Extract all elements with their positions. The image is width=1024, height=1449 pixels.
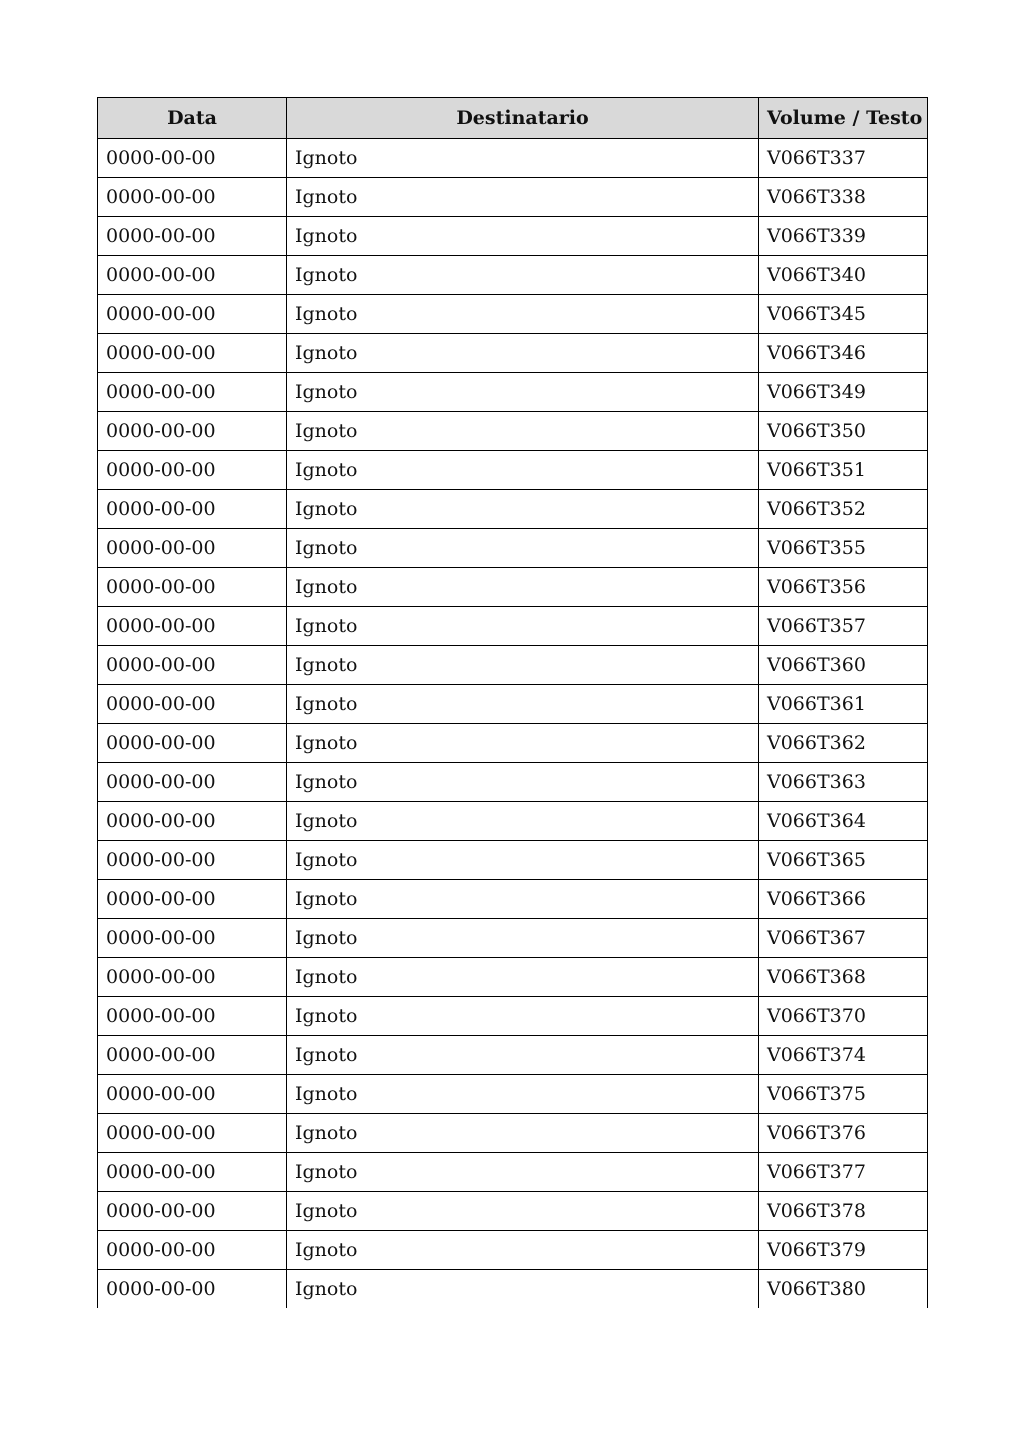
table-row: [98, 256, 928, 295]
cell-volume-testo: V066T370: [759, 997, 928, 1036]
cell-data: 0000-00-00: [98, 1270, 287, 1309]
letters-table: [97, 97, 928, 1308]
cell-destinatario: Ignoto: [287, 1153, 759, 1192]
header-destinatario: Destinatario: [287, 98, 759, 139]
cell-volume-testo: V066T356: [759, 568, 928, 607]
cell-destinatario: Ignoto: [287, 1075, 759, 1114]
cell-data: 0000-00-00: [98, 451, 287, 490]
cell-destinatario: Ignoto: [287, 490, 759, 529]
table-row: [98, 1153, 928, 1192]
cell-data: 0000-00-00: [98, 607, 287, 646]
cell-destinatario: Ignoto: [287, 997, 759, 1036]
cell-destinatario: Ignoto: [287, 1231, 759, 1270]
cell-volume-testo: V066T351: [759, 451, 928, 490]
cell-data: 0000-00-00: [98, 841, 287, 880]
cell-volume-testo: V066T362: [759, 724, 928, 763]
cell-data: 0000-00-00: [98, 763, 287, 802]
cell-volume-testo: V066T378: [759, 1192, 928, 1231]
table-row: [98, 1231, 928, 1270]
cell-volume-testo: V066T346: [759, 334, 928, 373]
cell-destinatario: Ignoto: [287, 841, 759, 880]
table-row: [98, 412, 928, 451]
table-row: [98, 295, 928, 334]
cell-destinatario: Ignoto: [287, 958, 759, 997]
cell-destinatario: Ignoto: [287, 373, 759, 412]
table-row: [98, 529, 928, 568]
cell-destinatario: Ignoto: [287, 763, 759, 802]
table-row: [98, 568, 928, 607]
cell-data: 0000-00-00: [98, 1153, 287, 1192]
cell-data: 0000-00-00: [98, 1036, 287, 1075]
cell-volume-testo: V066T352: [759, 490, 928, 529]
cell-volume-testo: V066T357: [759, 607, 928, 646]
cell-destinatario: Ignoto: [287, 334, 759, 373]
cell-volume-testo: V066T337: [759, 139, 928, 178]
cell-destinatario: Ignoto: [287, 1114, 759, 1153]
cell-destinatario: Ignoto: [287, 1036, 759, 1075]
cell-destinatario: Ignoto: [287, 178, 759, 217]
cell-data: 0000-00-00: [98, 685, 287, 724]
cell-volume-testo: V066T366: [759, 880, 928, 919]
cell-data: 0000-00-00: [98, 958, 287, 997]
cell-volume-testo: V066T345: [759, 295, 928, 334]
cell-data: 0000-00-00: [98, 412, 287, 451]
cell-data: 0000-00-00: [98, 997, 287, 1036]
cell-destinatario: Ignoto: [287, 451, 759, 490]
cell-volume-testo: V066T350: [759, 412, 928, 451]
cell-data: 0000-00-00: [98, 529, 287, 568]
header-data: Data: [98, 98, 287, 139]
cell-data: 0000-00-00: [98, 802, 287, 841]
table-row: [98, 724, 928, 763]
cell-destinatario: Ignoto: [287, 139, 759, 178]
cell-volume-testo: V066T376: [759, 1114, 928, 1153]
cell-data: 0000-00-00: [98, 490, 287, 529]
cell-data: 0000-00-00: [98, 1114, 287, 1153]
cell-destinatario: Ignoto: [287, 880, 759, 919]
cell-data: 0000-00-00: [98, 217, 287, 256]
cell-volume-testo: V066T339: [759, 217, 928, 256]
cell-data: 0000-00-00: [98, 1192, 287, 1231]
cell-data: 0000-00-00: [98, 919, 287, 958]
cell-volume-testo: V066T340: [759, 256, 928, 295]
cell-volume-testo: V066T364: [759, 802, 928, 841]
table-row: [98, 919, 928, 958]
cell-destinatario: Ignoto: [287, 1270, 759, 1309]
cell-data: 0000-00-00: [98, 568, 287, 607]
cell-volume-testo: V066T368: [759, 958, 928, 997]
table-row: [98, 217, 928, 256]
cell-data: 0000-00-00: [98, 1231, 287, 1270]
cell-destinatario: Ignoto: [287, 217, 759, 256]
table-row: [98, 1114, 928, 1153]
cell-data: 0000-00-00: [98, 178, 287, 217]
table-row: [98, 1036, 928, 1075]
cell-volume-testo: V066T380: [759, 1270, 928, 1309]
cell-destinatario: Ignoto: [287, 685, 759, 724]
cell-destinatario: Ignoto: [287, 724, 759, 763]
header-volume-testo: Volume / Testo: [759, 98, 928, 139]
cell-volume-testo: V066T367: [759, 919, 928, 958]
cell-data: 0000-00-00: [98, 295, 287, 334]
cell-destinatario: Ignoto: [287, 646, 759, 685]
table-row: [98, 178, 928, 217]
table-row: [98, 958, 928, 997]
table-row: [98, 334, 928, 373]
cell-volume-testo: V066T338: [759, 178, 928, 217]
table-row: [98, 685, 928, 724]
cell-volume-testo: V066T360: [759, 646, 928, 685]
cell-volume-testo: V066T355: [759, 529, 928, 568]
table-row: [98, 802, 928, 841]
cell-data: 0000-00-00: [98, 256, 287, 295]
table-row: [98, 1270, 928, 1309]
table-header: [98, 98, 928, 139]
cell-volume-testo: V066T361: [759, 685, 928, 724]
cell-data: 0000-00-00: [98, 373, 287, 412]
cell-destinatario: Ignoto: [287, 919, 759, 958]
cell-data: 0000-00-00: [98, 880, 287, 919]
table-row: [98, 490, 928, 529]
cell-destinatario: Ignoto: [287, 529, 759, 568]
cell-destinatario: Ignoto: [287, 412, 759, 451]
table-row: [98, 880, 928, 919]
cell-volume-testo: V066T365: [759, 841, 928, 880]
cell-data: 0000-00-00: [98, 1075, 287, 1114]
cell-volume-testo: V066T374: [759, 1036, 928, 1075]
table-row: [98, 373, 928, 412]
table-row: [98, 451, 928, 490]
table-row: [98, 607, 928, 646]
cell-destinatario: Ignoto: [287, 295, 759, 334]
table-row: [98, 1075, 928, 1114]
cell-destinatario: Ignoto: [287, 1192, 759, 1231]
cell-destinatario: Ignoto: [287, 568, 759, 607]
cell-data: 0000-00-00: [98, 139, 287, 178]
cell-destinatario: Ignoto: [287, 607, 759, 646]
table-row: [98, 139, 928, 178]
cell-destinatario: Ignoto: [287, 256, 759, 295]
cell-volume-testo: V066T375: [759, 1075, 928, 1114]
cell-volume-testo: V066T363: [759, 763, 928, 802]
cell-volume-testo: V066T377: [759, 1153, 928, 1192]
cell-volume-testo: V066T349: [759, 373, 928, 412]
cell-volume-testo: V066T379: [759, 1231, 928, 1270]
cell-destinatario: Ignoto: [287, 802, 759, 841]
table-body: [98, 139, 928, 1309]
cell-data: 0000-00-00: [98, 724, 287, 763]
header-row: [98, 98, 928, 139]
table-row: [98, 646, 928, 685]
table-row: [98, 997, 928, 1036]
cell-data: 0000-00-00: [98, 334, 287, 373]
table-row: [98, 841, 928, 880]
cell-data: 0000-00-00: [98, 646, 287, 685]
table-row: [98, 1192, 928, 1231]
table-row: [98, 763, 928, 802]
